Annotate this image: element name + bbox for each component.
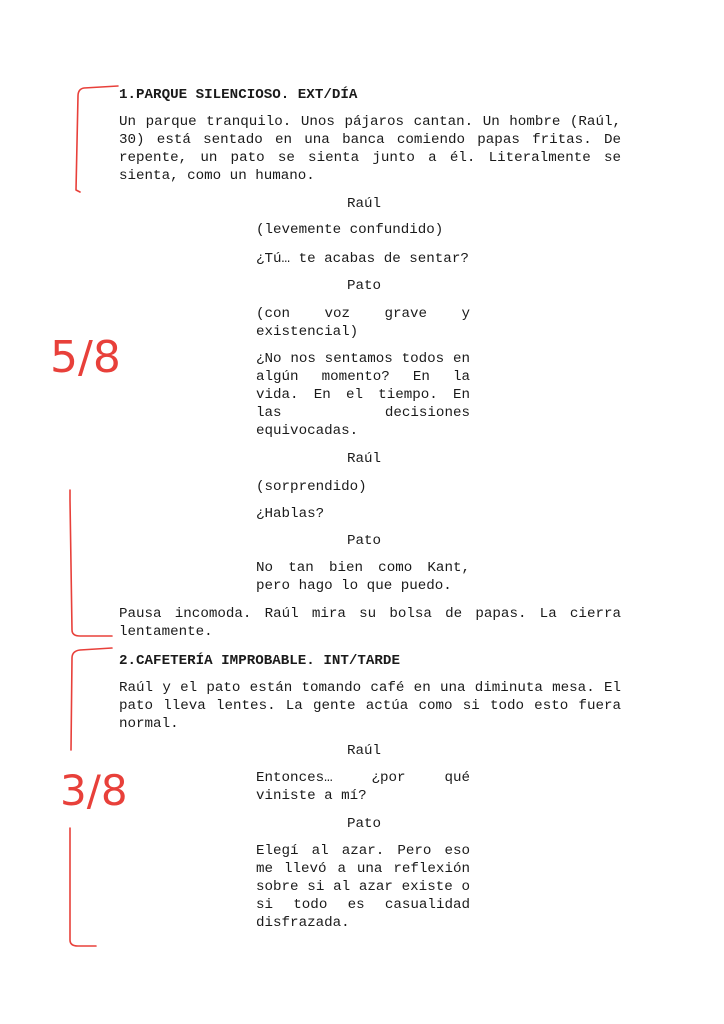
- parenthetical-line: existencial): [256, 324, 359, 340]
- action-block-2: Pausa incomoda. Raúl mira su bolsa de papas. La cierra lentamente.: [119, 606, 621, 640]
- bracket-mark: [76, 86, 118, 192]
- character-name: Pato: [346, 816, 382, 832]
- paren-word: (con: [256, 306, 291, 322]
- character-name: Raúl: [346, 743, 382, 759]
- bracket-mark: [70, 828, 96, 946]
- character-name: Raúl: [346, 451, 382, 467]
- character-name: Pato: [346, 533, 382, 549]
- bracket-mark: [71, 648, 112, 750]
- paren-word: y: [461, 306, 470, 322]
- parenthetical: (sorprendido): [256, 479, 367, 495]
- parenthetical: (levemente confundido): [256, 222, 444, 238]
- action-block-3: Raúl y el pato están tomando café en una diminuta mesa. El pato lleva lentes. La gente actúa como si todo esto fuera normal.: [119, 680, 621, 732]
- dialogue: No tan bien como Kant, pero hago lo que puedo.: [256, 560, 470, 594]
- paren-word: grave: [384, 306, 428, 322]
- scene-heading-1: 1.PARQUE SILENCIOSO. EXT/DÍA: [119, 87, 358, 103]
- annotation-eighths: 5/8: [50, 332, 121, 383]
- parenthetical-line: [256, 305, 470, 323]
- character-name: Raúl: [346, 196, 382, 212]
- paren-word: voz: [324, 306, 351, 322]
- bracket-mark: [70, 490, 112, 636]
- character-name: Pato: [346, 278, 382, 294]
- dialogue: ¿No nos sentamos todos en algún momento? En la vida. En el tiempo. En las decisiones equivocadas.: [256, 351, 470, 439]
- dialogue: Entonces… ¿por qué viniste a mí?: [256, 770, 470, 804]
- annotation-eighths: 3/8: [60, 766, 128, 815]
- dialogue: Elegí al azar. Pero eso me llevó a una reflexión sobre si al azar existe o si todo es casualidad disfrazada.: [256, 843, 470, 931]
- dialogue: ¿Tú… te acabas de sentar?: [256, 251, 469, 267]
- scene-heading-2: 2.CAFETERÍA IMPROBABLE. INT/TARDE: [119, 653, 400, 669]
- dialogue: ¿Hablas?: [256, 506, 325, 522]
- action-block-1: Un parque tranquilo. Unos pájaros cantan. Un hombre (Raúl, 30) está sentado en una banca comiendo papas fritas. De repente, un pato se sienta junto a él. Literalmente se sienta, como un humano.: [119, 114, 621, 184]
